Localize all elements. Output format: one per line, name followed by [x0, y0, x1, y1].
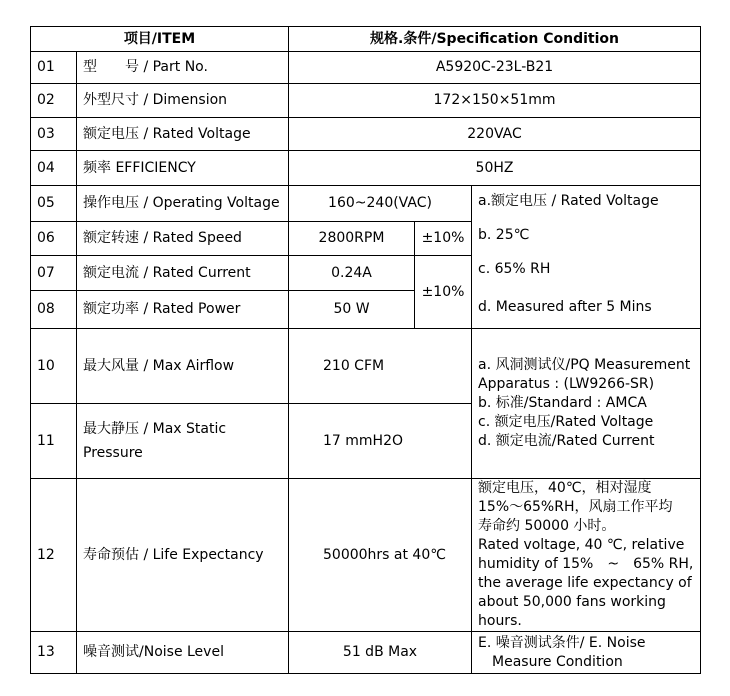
row-item: 最大风量 / Max Airflow — [77, 329, 289, 404]
row-number: 02 — [31, 84, 77, 118]
row-number: 06 — [31, 222, 77, 256]
noise-condition — [472, 632, 701, 674]
condition-line: the average life expectancy of — [478, 575, 692, 591]
condition-line: Rated voltage, 40 ℃, relative — [478, 537, 685, 553]
condition-line: a. 风洞测试仪/PQ Measurement — [478, 357, 691, 373]
row-number: 10 — [31, 329, 77, 404]
condition-line: E. 噪音测试条件/ E. Noise — [478, 634, 646, 651]
row-number: 13 — [31, 632, 77, 674]
specification-table — [30, 26, 701, 674]
condition-line: a.额定电压 / Rated Voltage — [478, 193, 659, 209]
condition-line: c. 65% RH — [478, 261, 551, 277]
header-spec: 规格.条件/Specification Condition — [289, 27, 701, 52]
row-value: 50HZ — [289, 151, 701, 186]
header-item: 项目/ITEM — [31, 27, 289, 52]
row-value: 210 CFM — [289, 329, 472, 404]
condition-group-2 — [472, 329, 701, 479]
row-item: 频率 EFFICIENCY — [77, 151, 289, 186]
row-item: 寿命预估 / Life Expectancy — [77, 479, 289, 632]
condition-line: b. 标准/Standard : AMCA — [478, 395, 647, 411]
condition-line: humidity of 15% ~ 65% RH, — [478, 556, 694, 572]
condition-line: 15%～65%RH，风扇工作平均 — [478, 499, 673, 515]
condition-line: d. 额定电流/Rated Current — [478, 433, 655, 449]
header-row — [31, 27, 701, 52]
row-item — [77, 404, 289, 479]
row-item-line: Pressure — [83, 445, 143, 461]
row-item: 额定电流 / Rated Current — [77, 256, 289, 291]
row-item: 操作电压 / Operating Voltage — [77, 186, 289, 222]
row-item: 噪音测试/Noise Level — [77, 632, 289, 674]
condition-group-1 — [472, 186, 701, 329]
table-row — [31, 52, 701, 84]
row-value: 2800RPM — [289, 222, 415, 256]
row-value: 0.24A — [289, 256, 415, 291]
condition-line: Apparatus : (LW9266-SR) — [478, 376, 655, 392]
row-item-line: 最大静压 / Max Static — [83, 421, 227, 437]
table-row — [31, 118, 701, 151]
condition-line: 寿命约 50000 小时。 — [478, 518, 616, 534]
condition-line: hours. — [478, 613, 522, 629]
row-number: 11 — [31, 404, 77, 479]
row-item: 型 号 / Part No. — [77, 52, 289, 84]
row-number: 01 — [31, 52, 77, 84]
condition-line: about 50,000 fans working — [478, 594, 666, 610]
row-number: 03 — [31, 118, 77, 151]
condition-line: d. Measured after 5 Mins — [478, 299, 652, 315]
table-row — [31, 186, 701, 222]
row-value: 50 W — [289, 291, 415, 329]
row-item: 额定电压 / Rated Voltage — [77, 118, 289, 151]
condition-line: Measure Condition — [492, 653, 623, 670]
row-item: 额定功率 / Rated Power — [77, 291, 289, 329]
condition-line: 额定电压，40℃，相对湿度 — [478, 480, 652, 496]
row-value: 50000hrs at 40℃ — [289, 479, 472, 632]
condition-line: c. 额定电压/Rated Voltage — [478, 414, 654, 430]
row-value: 172×150×51mm — [289, 84, 701, 118]
table-row — [31, 479, 701, 632]
row-tolerance: ±10% — [415, 256, 472, 329]
condition-line: b. 25℃ — [478, 227, 530, 243]
row-value: 220VAC — [289, 118, 701, 151]
row-value: 17 mmH2O — [289, 404, 472, 479]
table-row — [31, 632, 701, 674]
row-number: 05 — [31, 186, 77, 222]
table-row — [31, 84, 701, 118]
row-value: 160~240(VAC) — [289, 186, 472, 222]
row-item: 额定转速 / Rated Speed — [77, 222, 289, 256]
row-number: 07 — [31, 256, 77, 291]
row-number: 04 — [31, 151, 77, 186]
row-value: 51 dB Max — [289, 632, 472, 674]
row-value: A5920C-23L-B21 — [289, 52, 701, 84]
row-number: 12 — [31, 479, 77, 632]
row-item: 外型尺寸 / Dimension — [77, 84, 289, 118]
row-number: 08 — [31, 291, 77, 329]
table-row — [31, 329, 701, 404]
row-tolerance: ±10% — [415, 222, 472, 256]
table-row — [31, 151, 701, 186]
life-condition — [472, 479, 701, 632]
